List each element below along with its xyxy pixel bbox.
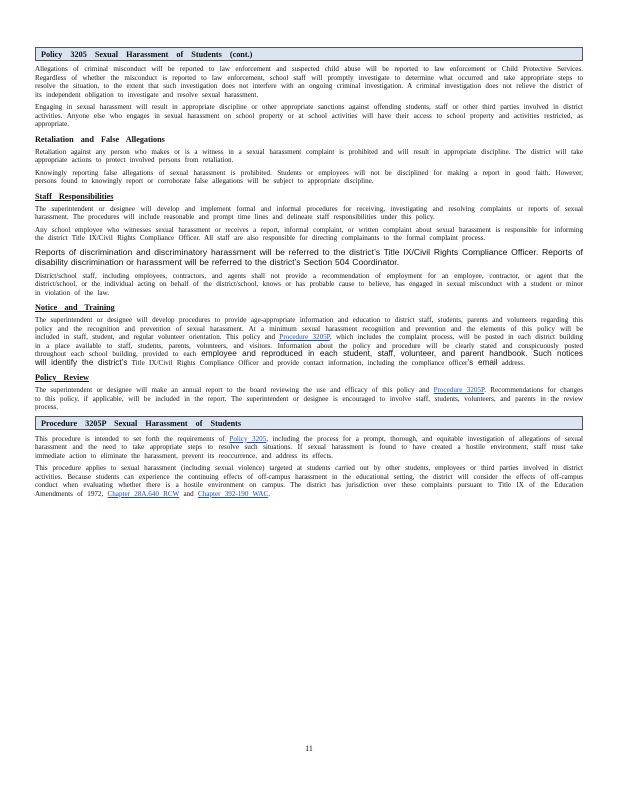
chapter-28a640-rcw-link[interactable]: Chapter 28A.640 RCW <box>107 489 180 498</box>
procedure-text-a: This procedure is intended to set forth the requirements of <box>35 434 230 443</box>
procedure-3205p-review-link[interactable]: Procedure 3205P <box>433 386 485 394</box>
heading-policy-review: Policy Review <box>35 373 89 382</box>
notice-text-a: The superintendent or designee will develop procedures to provide age-appropriate information and education to district staff, students, parents and volunteers regarding this policy and the recognition and prevention of sexual harassment. At a minimum sexual harassment recognition and prevention and the elements of this policy will be included in staff, student, and regular volunteer orientation. This policy and <box>35 316 583 341</box>
paragraph-criminal-misconduct: Allegations of criminal misconduct will be reported to law enforcement and suspected child abuse will be reported to law enforcement or Child Protective Services. Regardless of whether the misconduct is reported to law enforcement, school staff will promptly investigate to determine what occurred and take appropriate steps to resolve the situation, to the extent that such investigation does not interfere with an ongoing criminal investigation. A criminal investigation does not relieve the district of its independent obligation to investigate and resolve sexual harassment. <box>35 65 583 99</box>
notice-text-b: , which includes the complaint process, will be posted in each district building in a place available to staff, students, parents, volunteers, and visitors. Information about the policy and procedure will be clearly stated and conspicuously posted throughout each school building, provided to each <box>35 333 583 358</box>
procedure-3205p-link[interactable]: Procedure 3205P <box>279 333 330 341</box>
paragraph-discipline: Engaging in sexual harassment will result in appropriate discipline or other appropriate sanctions against offending students, staff or other third parties involved in district activities. Anyone else who engages in sexual harassment on school property or at school activities will have their access to school property and activities restricted, as appropriate. <box>35 103 583 128</box>
paragraph-referral-notice <box>35 247 583 268</box>
procedure-header-banner: Procedure 3205P Sexual Harassment of Students <box>35 416 583 430</box>
paragraph-procedure-purpose <box>35 435 583 461</box>
document-page <box>35 47 583 502</box>
paragraph-retaliation: Retaliation against any person who makes or is a witness in a sexual harassment complaint is prohibited and will result in appropriate discipline. The district will take appropriate actions to protect involved persons from retaliation. <box>35 147 583 164</box>
chapter-392-190-wac-link[interactable]: Chapter 392-190 WAC <box>198 489 269 498</box>
policy-3205-link[interactable]: Policy 3205 <box>229 434 267 443</box>
review-text-b: . Recommendations for changes to this policy, if applicable, will be included in the report. The superintendent or designee is encouraged to involve staff, students, volunteers, and parents in the review process. <box>35 386 583 411</box>
paragraph-staff-procedures: The superintendent or designee will develop and implement formal and informal procedures for receiving, investigating and resolving complaints or reports of sexual harassment. The procedures will include reasonable and prompt time lines and delineate staff responsibilities under this policy. <box>35 204 583 221</box>
paragraph-recommendation-of-employment: District/school staff, including employees, contractors, and agents shall not provide a recommendation of employment for an employee, contractor, or agent that the district/school, or the individual acting on behalf of the district/school, knows or has probable cause to believe, has engaged in sexual misconduct with a student or minor in violation of the law. <box>35 271 583 297</box>
policy-header-banner: Policy 3205 Sexual Harassment of Students (cont.) <box>35 47 583 61</box>
procedure-text-b: , including the process for a prompt, thorough, and equitable investigation of allegations of sexual harassment and the need to take appropriate steps to resolve such situations. If sexual harassment is found to have created a hostile environment, staff must take immediate action to eliminate the harassment, prevent its reoccurrence, and address its effects. <box>35 434 583 460</box>
heading-notice-training: Notice and Training <box>35 303 115 312</box>
procedure-text-c: This procedure applies to sexual harassment (including sexual violence) targeted at students carried out by other students, employees or third parties involved in district activities. Because students can experience the continuing effects of off-campus harassment in the educational setting, the district will consider the effects of off-campus conduct when evaluating whether there is a hostile environment on campus. The district has jurisdiction over these complaints pursuant to Title IX of the Education Amendments of 1972, <box>35 464 583 498</box>
notice-text-c: employee and reproduced in each student, staff, volunteer, and parent handbook. Such notices will identify the district’s <box>35 349 583 367</box>
notice-text-e: ’s email <box>467 357 498 367</box>
notice-text-d: Title IX/Civil Rights Compliance Officer and provide contact information, including the compliance officer <box>127 358 468 367</box>
review-text-a: The superintendent or designee will make an annual report to the board reviewing the use and efficacy of this policy and <box>35 386 434 394</box>
paragraph-notice-training <box>35 316 583 367</box>
paragraph-procedure-scope <box>35 464 583 498</box>
heading-staff-responsibilities: Staff Responsibilities <box>35 191 114 201</box>
referral-sentence-title-ix: Reports of discrimination and discriminatory harassment will be referred to the district’s Title IX/Civil Rights Compliance Officer <box>35 246 536 257</box>
page-number: 11 <box>305 744 313 753</box>
heading-retaliation: Retaliation and False Allegations <box>35 134 165 144</box>
referral-sentence-504: . Reports of disability discrimination or harassment will be referred to the district’s Section 504 Coordinator. <box>35 246 583 267</box>
paragraph-policy-review <box>35 386 583 412</box>
procedure-text-d: and <box>179 489 198 498</box>
paragraph-staff-reporting: Any school employee who witnesses sexual harassment or receives a report, informal complaint, or written complaint about sexual harassment is responsible for informing the district Title IX/Civil Rights Compliance Officer. All staff are also responsible for directing complainants to the formal complaint process. <box>35 225 583 242</box>
paragraph-false-allegations: Knowingly reporting false allegations of sexual harassment is prohibited. Students or employees will not be disciplined for making a report in good faith. However, persons found to knowingly report or corroborate false allegations will be subject to appropriate discipline. <box>35 168 583 185</box>
notice-text-f: address. <box>497 358 525 367</box>
procedure-text-e: . <box>268 489 271 498</box>
